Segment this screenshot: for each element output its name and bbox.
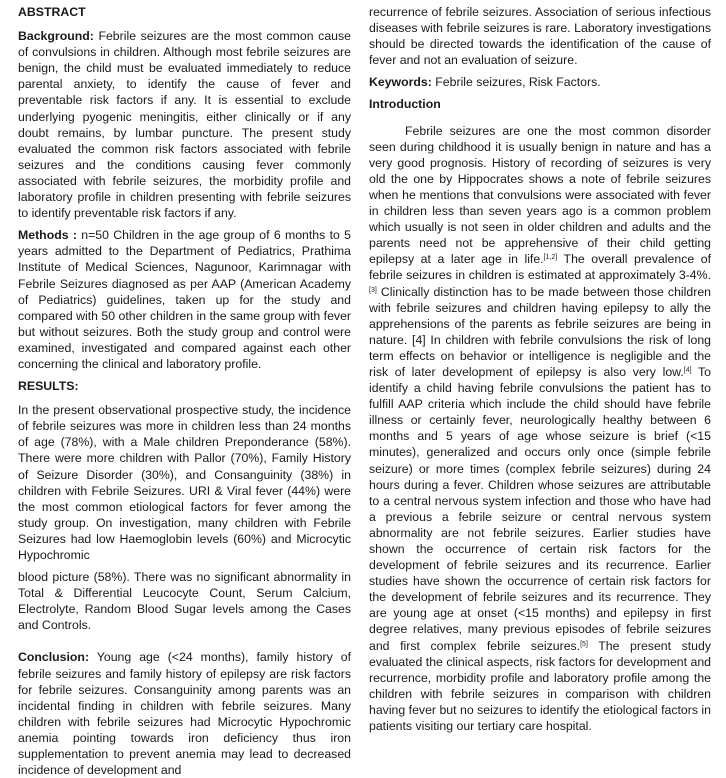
background-text: Febrile seizures are the most common cause of convulsions in children. Although most febrile seizures are benign, the child must be evaluated immediately to reduce parental anxiety, to identify the cause of fever and preventable risk factors if any. It is essential to exclude underlying pyogenic meningitis, either clinically or if any doubt remains, by lumbar puncture. The present study evaluated the common risk factors associated with febrile seizures and the conditions causing fever commonly associated with febrile seizures, the morbidity profile and laboratory profile in children presenting with febrile seizures to identify preventable risk factors if any. bbox=[18, 29, 351, 221]
methods-paragraph bbox=[18, 227, 351, 372]
results-paragraph-1: In the present observational prospective study, the incidence of febrile seizures was more in children less than 24 months of age (78%), with a Male children Preponderance (58%). There were more children with Pallor (70%), Family History of Seizure Disorder (30%), and Consanguinity (38%) in children with Febrile Seizures. URI & Viral fever (44%) were the most common etiological factors for fever among the study group. On investigation, many children with Febrile Seizures had low Haemoglobin levels (60%) and Microcytic Hypochromic bbox=[18, 403, 351, 562]
intro-text-3: Clinically distinction has to be made between those children with febrile seizures and children having epilepsy to ally the apprehensions of the parents as febrile seizures are being in nature. [4] In children with febrile convulsions the risk of long term effects on behavior or intelligence is negligible and the risk of later development of epilepsy is also very low. bbox=[369, 284, 711, 379]
background-label: Background: bbox=[18, 29, 94, 44]
results-paragraph-2: blood picture (58%). There was no significant abnormality in Total & Differential Leucocyte Count, Serum Calcium, Electrolyte, Random Blood Sugar levels among the Cases and Controls. bbox=[18, 570, 351, 633]
background-paragraph bbox=[18, 28, 351, 221]
left-column bbox=[18, 4, 352, 778]
intro-text-5: The present study evaluated the clinical aspects, risk factors for development and recurrence, morbidity profile and laboratory profile among the children with febrile seizures in comparison with children having fever but no seizures to identify the etiological factors in patients visiting our tertiary care hospital. bbox=[369, 638, 711, 734]
citation-3: [3] bbox=[369, 286, 377, 294]
citation-1-2: [1,2] bbox=[543, 254, 558, 262]
keywords-label: Keywords: bbox=[369, 75, 432, 90]
results-heading: RESULTS: bbox=[18, 379, 79, 394]
conclusion-paragraph bbox=[18, 649, 351, 778]
right-column bbox=[369, 4, 711, 734]
methods-label: Methods : bbox=[18, 228, 77, 243]
conclusion-continued: recurrence of febrile seizures. Association of serious infectious diseases with febrile seizures is rare. Laboratory investigations should be directed towards the identification of the cause of fever and not an evaluation of seizure. bbox=[369, 5, 711, 68]
introduction-heading: Introduction bbox=[369, 97, 441, 112]
conclusion-text: Young age (<24 months), family history of febrile seizures and family history of epilepsy are risk factors for febrile seizures. Consanguinity among parents was an incidental finding in children with febrile seizures. Many children with febrile seizures had Microcytic Hypochromic anemia pointing towards iron deficiency thus iron supplementation to prevent anemia may lead to decreased incidence of development and bbox=[18, 650, 351, 778]
intro-text-1: Febrile seizures are one the most common disorder seen during childhood it is usually benign in nature and has a very good prognosis. History of recording of seizures is very old the one by Hippocrates shows a note of febrile seizures when he mentions that convulsions were associated with fever in children less than seven years ago is a common problem which usually is not seen in older children and adults and the parents need not be apprehensive of their child getting epilepsy at a later age in life. bbox=[369, 123, 711, 267]
conclusion-label: Conclusion: bbox=[18, 650, 90, 665]
intro-text-2: The overall prevalence of febrile seizures in children is estimated at approximately 3-4%. bbox=[369, 252, 711, 283]
citation-5: [5] bbox=[580, 640, 588, 648]
citation-4: [4] bbox=[683, 366, 692, 374]
intro-text-4: To identify a child having febrile convulsions the patient has to fulfill AAP criteria which include the child should have febrile illness or certainly fever, neurologically healthy between 6 months and 5 years of age whose seizure is brief (<15 minutes), generalized and occurs only once (simple febrile seizure) or more times (complex febrile seizures) during 24 hours during a fever. Children whose seizures are attributable to a central nervous system infection and those who have had a previous a febrile seizure or central nervous system abnormality are not febrile seizures. Earlier studies have shown the occurrence of certain risk factors for the development of febrile seizures and its recurrence. Earlier studies have shown the occurrence of certain risk factors for the development of febrile seizures and its recurrence. They are young age at onset (<15 months) and epilepsy in first degree relatives, many previous episodes of febrile seizures and first complex febrile seizures. bbox=[369, 364, 711, 653]
keywords-text: Febrile seizures, Risk Factors. bbox=[431, 75, 601, 90]
abstract-heading: ABSTRACT bbox=[18, 5, 86, 19]
methods-text: n=50 Children in the age group of 6 months to 5 years admitted to the Department of Pediatrics, Prathima Institute of Medical Sciences, Nagunoor, Karimnagar with Febrile Seizures diagnosed as per AAP (American Academy of Pediatrics) guidelines, taken up for the study and compared with 50 other children in the same group with fever but without seizures. Both the study group and control were examined, investigated and compared against each other concerning the clinical and laboratory profile. bbox=[18, 228, 352, 371]
introduction-paragraph bbox=[369, 123, 711, 735]
keywords-paragraph bbox=[369, 74, 711, 90]
